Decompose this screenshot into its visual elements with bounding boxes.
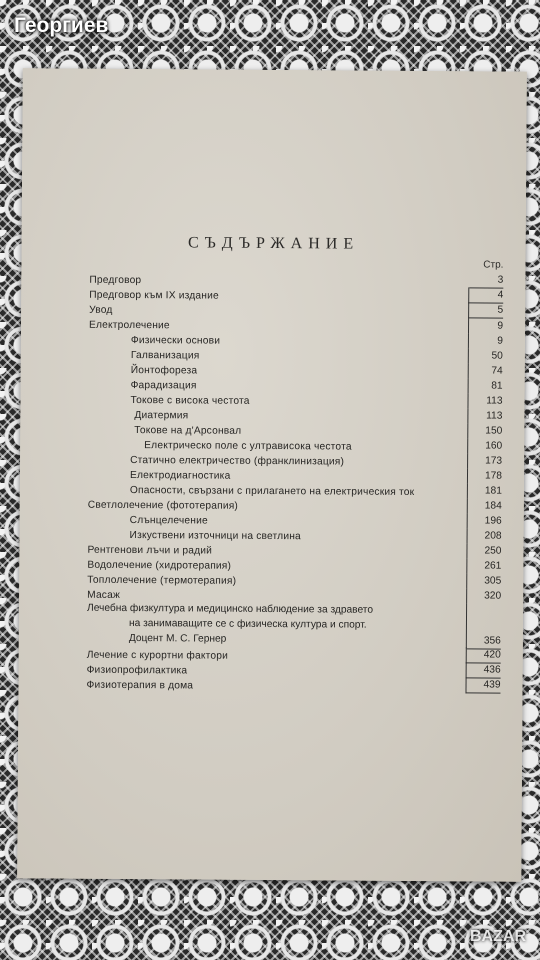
toc-entry-title: Диатермия bbox=[134, 410, 189, 422]
toc-entry-title: Предговор bbox=[89, 274, 142, 287]
toc-entry-page: 420 bbox=[466, 647, 501, 663]
toc-entry-page: 439 bbox=[465, 677, 500, 693]
toc-entry-title: Електролечение bbox=[89, 319, 170, 332]
toc-entry-title: Токове с висока честота bbox=[130, 395, 250, 407]
toc-entry-title: Масаж bbox=[87, 589, 121, 601]
toc-entry-page: 305 bbox=[466, 573, 501, 588]
toc-entry-title: Водолечение (хидротерапия) bbox=[87, 559, 232, 572]
toc-entry-title: Физиотерапия в дома bbox=[86, 679, 194, 692]
toc-entry-title: Електродиагностика bbox=[129, 470, 231, 482]
toc-entries bbox=[87, 271, 503, 604]
toc-entry-page: 50 bbox=[468, 348, 503, 363]
toc-entry-page: 196 bbox=[467, 513, 502, 528]
toc-tail-entries bbox=[86, 646, 500, 694]
toc-entry-title: Фарадизация bbox=[130, 380, 197, 392]
toc-entry-title: Увод bbox=[89, 304, 113, 316]
toc-entry-page: 113 bbox=[467, 408, 502, 423]
toc-entry-page: 74 bbox=[468, 363, 503, 378]
toc-entry-page: 356 bbox=[467, 633, 501, 649]
toc-entry-page: 250 bbox=[466, 543, 501, 558]
toc-entry-title: Електрическо поле с ултрависока честота bbox=[144, 440, 352, 453]
toc-entry-title: Топлолечение (термотерапия) bbox=[87, 574, 237, 587]
toc-entry-title: Физически основи bbox=[130, 335, 221, 347]
toc-entry-page: 150 bbox=[467, 423, 502, 438]
toc-entry-page: 160 bbox=[467, 438, 502, 453]
toc-entry-page: 9 bbox=[468, 318, 503, 333]
toc-entry-page: 178 bbox=[467, 468, 502, 483]
toc-entry-title: Рентгенови лъчи и радий bbox=[87, 544, 213, 557]
toc-entry-title: Токове на д'Арсонвал bbox=[134, 425, 242, 437]
toc-entry-page: 184 bbox=[467, 498, 502, 513]
toc-entry-title: Предговор към IX издание bbox=[89, 289, 219, 302]
toc-entry-page: 4 bbox=[468, 287, 503, 303]
site-logo: BAZAR bbox=[470, 928, 526, 945]
table-of-contents bbox=[86, 271, 503, 694]
toc-entry-line: Лечебна физкултура и медицинско наблюдение за здравето bbox=[87, 602, 374, 616]
toc-entry-title: Галванизация bbox=[130, 350, 200, 362]
toc-entry-page: 5 bbox=[468, 302, 503, 318]
toc-entry-page: 436 bbox=[466, 662, 501, 678]
toc-entry-page: 9 bbox=[468, 333, 503, 348]
toc-entry-page: 3 bbox=[469, 272, 503, 288]
toc-entry-title: Лечение с курортни фактори bbox=[86, 649, 229, 662]
toc-entry-author: Доцент М. С. Гернер bbox=[128, 633, 227, 645]
toc-entry-page: 113 bbox=[467, 393, 502, 408]
toc-entry-line: на занимаващите се с физическа култура и спорт. bbox=[128, 618, 367, 631]
toc-entry-title: Светлолечение (фототерапия) bbox=[87, 499, 239, 512]
book-page bbox=[17, 68, 527, 881]
toc-entry-title: Статично електричество (франклинизация) bbox=[130, 455, 345, 468]
toc-entry-title: Йонтофореза bbox=[130, 365, 198, 377]
toc-entry-title: Физиопрофилактика bbox=[86, 664, 188, 677]
page-heading: СЪДЪРЖАНИЕ bbox=[188, 234, 360, 253]
toc-entry-page: 208 bbox=[467, 528, 502, 543]
toc-entry-page: 81 bbox=[468, 378, 503, 393]
toc-entry-title: Изкуствени източници на светлина bbox=[129, 530, 301, 543]
toc-entry-page: 173 bbox=[467, 453, 502, 468]
toc-entry bbox=[86, 676, 500, 694]
toc-entry-page: 261 bbox=[466, 558, 501, 573]
toc-entry-title: Опасности, свързани с прилагането на електрическия ток bbox=[129, 485, 415, 498]
toc-entry-title: Слънцелечение bbox=[129, 515, 208, 527]
seller-watermark: Георгиев bbox=[14, 14, 109, 37]
toc-entry-page: 181 bbox=[467, 483, 502, 498]
page-column-label: Стр. bbox=[483, 259, 504, 271]
toc-entry-multiline bbox=[87, 601, 501, 649]
toc-entry-page: 320 bbox=[466, 588, 501, 603]
